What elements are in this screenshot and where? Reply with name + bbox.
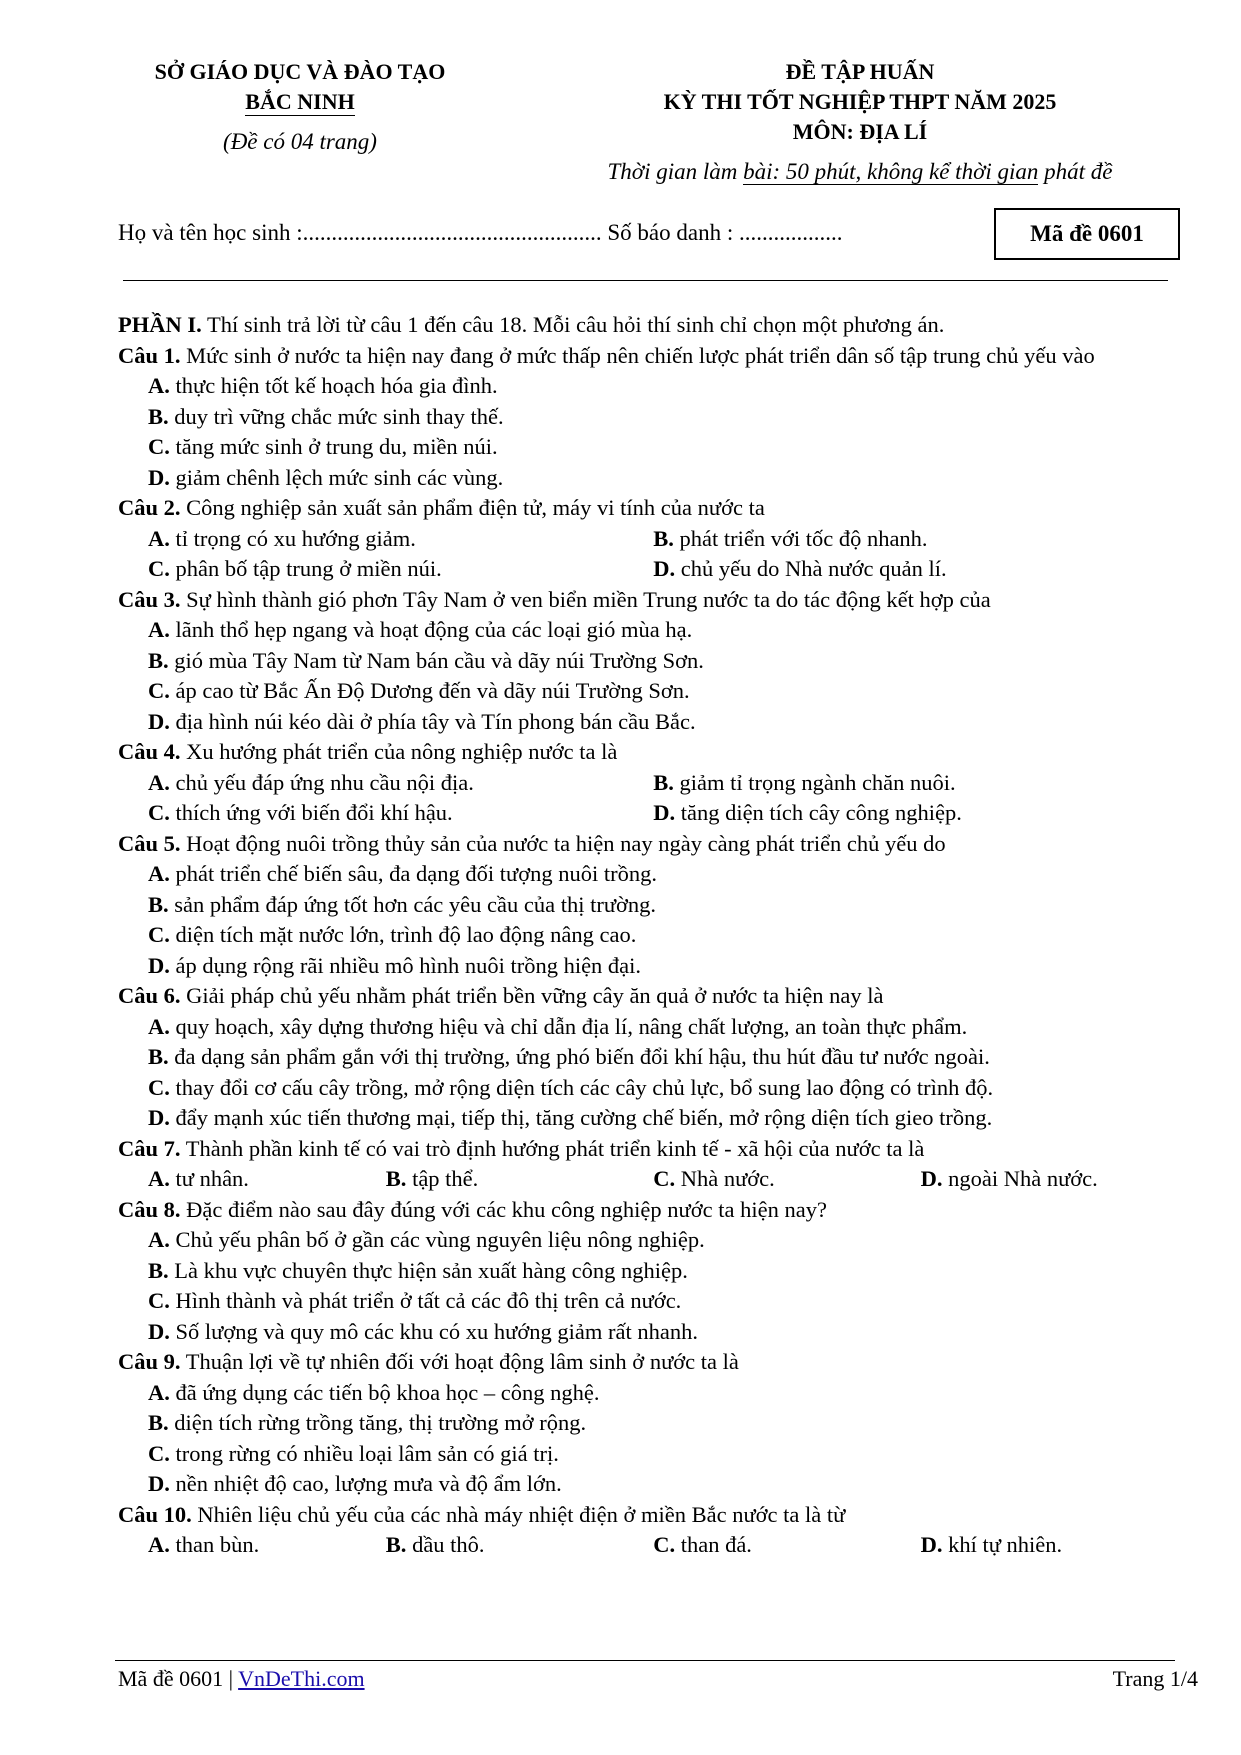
question-3 — [118, 585, 1188, 738]
footer-divider — [115, 1660, 1175, 1661]
answer-option-d[interactable]: D. địa hình núi kéo dài ở phía tây và Tín phong bán cầu Bắc. — [148, 708, 696, 734]
answer-option-c[interactable]: C. diện tích mặt nước lớn, trình độ lao động nâng cao. — [148, 922, 637, 947]
student-name-field[interactable]: Họ và tên học sinh :.................................................... Số báo danh : .................. — [118, 220, 843, 245]
question-9 — [118, 1347, 1188, 1500]
separator-line — [123, 280, 1168, 281]
question-7 — [118, 1134, 1188, 1195]
answer-option-d[interactable]: D. ngoài Nhà nước. — [920, 1166, 1098, 1191]
answer-option-c[interactable]: C. than đá. — [653, 1532, 752, 1557]
answer-option-d[interactable]: D. áp dụng rộng rãi nhiều mô hình nuôi trồng hiện đại. — [148, 952, 642, 978]
question-10 — [118, 1500, 1188, 1561]
question-stem: Câu 2. Công nghiệp sản xuất sản phẩm điện tử, máy vi tính của nước ta — [118, 495, 765, 520]
header-left — [95, 57, 505, 157]
question-stem: Câu 4. Xu hướng phát triển của nông nghiệp nước ta là — [118, 739, 618, 764]
question-stem: Câu 10. Nhiên liệu chủ yếu của các nhà máy nhiệt điện ở miền Bắc nước ta là từ — [118, 1501, 846, 1527]
question-8 — [118, 1195, 1188, 1348]
question-1 — [118, 341, 1188, 494]
question-list — [118, 341, 1188, 1561]
exam-content — [118, 310, 1188, 1561]
answer-option-a[interactable]: A. đã ứng dụng các tiến bộ khoa học – công nghệ. — [148, 1379, 600, 1405]
answer-option-a[interactable]: A. tư nhân. — [148, 1166, 249, 1191]
question-stem: Câu 7. Thành phần kinh tế có vai trò định hướng phát triển kinh tế - xã hội của nước ta là — [118, 1135, 925, 1161]
answer-option-c[interactable]: C. trong rừng có nhiều loại lâm sản có giá trị. — [148, 1440, 559, 1466]
question-stem: Câu 5. Hoạt động nuôi trồng thủy sản của nước ta hiện nay ngày càng phát triển chủ yếu do — [118, 830, 946, 856]
answer-option-c[interactable]: C. áp cao từ Bắc Ấn Độ Dương đến và dãy núi Trường Sơn. — [148, 678, 690, 703]
answer-option-b[interactable]: B. đa dạng sản phẩm gắn với thị trường, ứng phó biến đổi khí hậu, thu hút đầu tư nước ngoài. — [148, 1044, 990, 1069]
answer-option-a[interactable]: A. tỉ trọng có xu hướng giảm. — [148, 525, 416, 551]
answer-option-a[interactable]: A. chủ yếu đáp ứng nhu cầu nội địa. — [148, 769, 474, 795]
answer-option-d[interactable]: D. Số lượng và quy mô các khu có xu hướng giảm rất nhanh. — [148, 1318, 698, 1344]
answer-option-a[interactable]: A. lãnh thổ hẹp ngang và hoạt động của các loại gió mùa hạ. — [148, 617, 693, 642]
answer-option-a[interactable]: A. phát triển chế biến sâu, đa dạng đối tượng nuôi trồng. — [148, 861, 657, 886]
answer-option-a[interactable]: A. than bùn. — [148, 1532, 260, 1557]
question-stem: Câu 1. Mức sinh ở nước ta hiện nay đang ở mức thấp nên chiến lược phát triển dân số tập trung chủ yếu vào — [118, 342, 1095, 368]
answer-option-c[interactable]: C. Nhà nước. — [653, 1166, 775, 1191]
part-instruction: PHẦN I. Thí sinh trả lời từ câu 1 đến câu 18. Mỗi câu hỏi thí sinh chỉ chọn một phương án. — [118, 312, 945, 337]
answer-option-c[interactable]: C. thích ứng với biến đổi khí hậu. — [148, 800, 453, 825]
question-stem: Câu 6. Giải pháp chủ yếu nhằm phát triển bền vững cây ăn quả ở nước ta hiện nay là — [118, 983, 884, 1008]
department-name: SỞ GIÁO DỤC VÀ ĐÀO TẠO — [154, 59, 446, 84]
answer-option-c[interactable]: C. thay đổi cơ cấu cây trồng, mở rộng diện tích các cây chủ lực, bổ sung lao động có trình độ. — [148, 1074, 994, 1100]
answer-option-b[interactable]: B. duy trì vững chắc mức sinh thay thế. — [148, 403, 504, 429]
question-stem: Câu 8. Đặc điểm nào sau đây đúng với các khu công nghiệp nước ta hiện nay? — [118, 1196, 827, 1222]
answer-option-d[interactable]: D. khí tự nhiên. — [920, 1532, 1063, 1557]
footer-code: Mã đề 0601 | — [118, 1666, 239, 1691]
header-right — [530, 57, 1190, 187]
answer-option-d[interactable]: D. tăng diện tích cây công nghiệp. — [653, 800, 962, 825]
answer-option-b[interactable]: B. gió mùa Tây Nam từ Nam bán cầu và dãy núi Trường Sơn. — [148, 647, 704, 673]
answer-option-d[interactable]: D. đẩy mạnh xúc tiến thương mại, tiếp thị, tăng cường chế biến, mở rộng diện tích gieo trồng. — [148, 1105, 993, 1130]
page-number: Trang 1/4 — [1112, 1666, 1198, 1691]
question-stem: Câu 9. Thuận lợi về tự nhiên đối với hoạt động lâm sinh ở nước ta là — [118, 1349, 739, 1374]
question-stem: Câu 3. Sự hình thành gió phơn Tây Nam ở ven biển miền Trung nước ta do tác động kết hợp của — [118, 586, 991, 612]
question-2 — [118, 493, 1188, 585]
time-limit: Thời gian làm bài: 50 phút, không kể thời gian phát đề — [607, 159, 1113, 184]
answer-option-a[interactable]: A. quy hoạch, xây dựng thương hiệu và chỉ dẫn địa lí, nâng chất lượng, an toàn thực phẩm. — [148, 1013, 968, 1039]
answer-option-b[interactable]: B. giảm tỉ trọng ngành chăn nuôi. — [653, 769, 956, 795]
student-info-row — [118, 208, 1168, 260]
answer-option-a[interactable]: A. thực hiện tốt kế hoạch hóa gia đình. — [148, 373, 498, 398]
answer-option-b[interactable]: B. diện tích rừng trồng tăng, thị trường mở rộng. — [148, 1410, 587, 1435]
exam-type: ĐỀ TẬP HUẤN — [785, 59, 935, 84]
question-5 — [118, 829, 1188, 982]
answer-option-b[interactable]: B. sản phẩm đáp ứng tốt hơn các yêu cầu của thị trường. — [148, 891, 657, 917]
answer-option-d[interactable]: D. nền nhiệt độ cao, lượng mưa và độ ẩm lớn. — [148, 1471, 562, 1496]
answer-option-d[interactable]: D. chủ yếu do Nhà nước quản lí. — [653, 556, 947, 581]
exam-code-box: Mã đề 0601 — [994, 208, 1180, 260]
answer-option-b[interactable]: B. phát triển với tốc độ nhanh. — [653, 525, 928, 551]
subject-name: MÔN: ĐỊA LÍ — [792, 119, 928, 144]
answer-option-b[interactable]: B. tập thể. — [385, 1166, 479, 1191]
question-4 — [118, 737, 1188, 829]
footer-link[interactable]: VnDeThi.com — [238, 1666, 365, 1691]
answer-option-c[interactable]: C. phân bố tập trung ở miền núi. — [148, 556, 442, 581]
answer-option-b[interactable]: B. Là khu vực chuyên thực hiện sản xuất hàng công nghiệp. — [148, 1257, 688, 1283]
answer-option-c[interactable]: C. tăng mức sinh ở trung du, miền núi. — [148, 434, 498, 459]
exam-name: KỲ THI TỐT NGHIỆP THPT NĂM 2025 — [663, 89, 1057, 114]
footer-left — [118, 1666, 365, 1692]
page-count-note: (Đề có 04 trang) — [223, 129, 377, 154]
answer-option-a[interactable]: A. Chủ yếu phân bố ở gần các vùng nguyên liệu nông nghiệp. — [148, 1227, 705, 1252]
answer-option-c[interactable]: C. Hình thành và phát triển ở tất cả các đô thị trên cả nước. — [148, 1288, 682, 1313]
question-6 — [118, 981, 1188, 1134]
province-name: BẮC NINH — [245, 89, 355, 114]
answer-option-d[interactable]: D. giảm chênh lệch mức sinh các vùng. — [148, 464, 504, 490]
answer-option-b[interactable]: B. dầu thô. — [385, 1532, 485, 1557]
